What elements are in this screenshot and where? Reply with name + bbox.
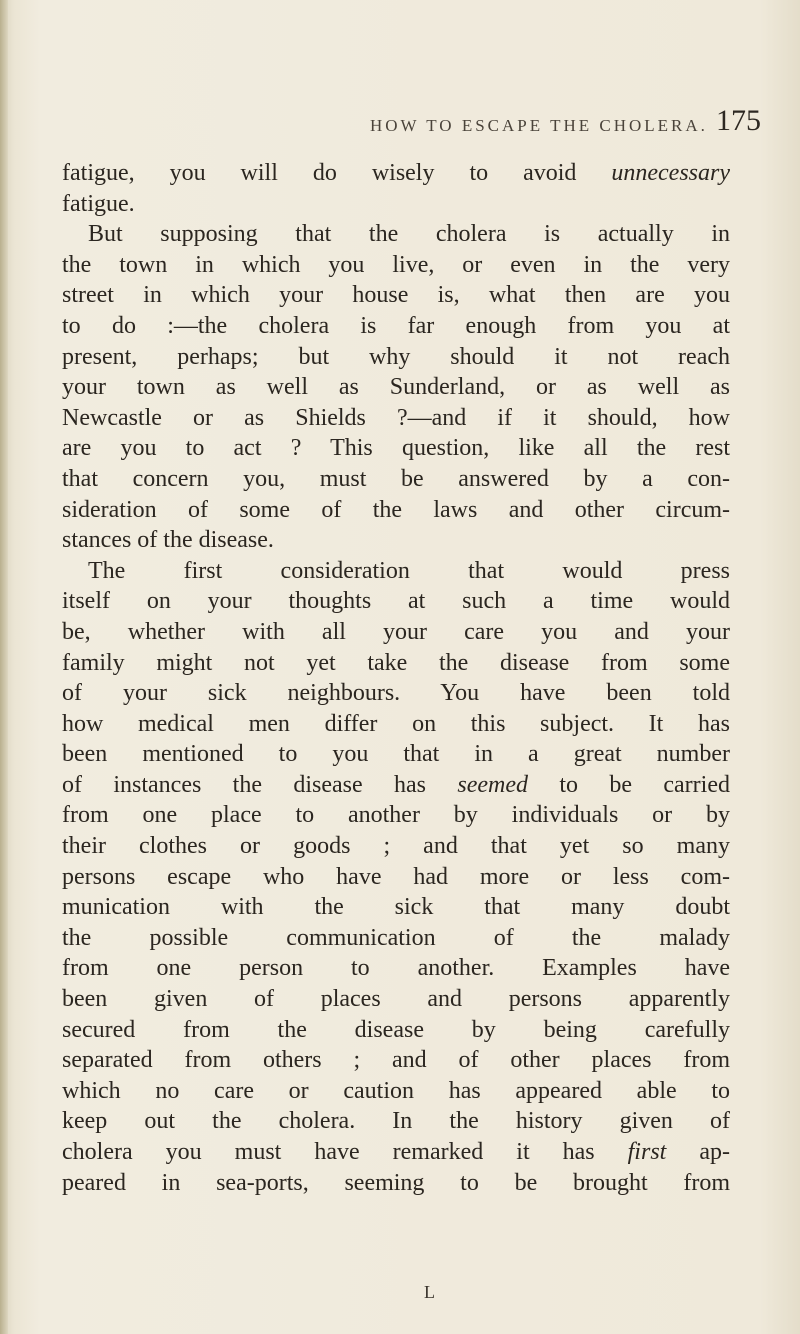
text-line: their clothes or goods ; and that yet so many [62, 833, 730, 860]
text-line: your town as well as Sunderland, or as well as [62, 374, 730, 401]
text-line: be, whether with all your care you and your [62, 618, 730, 645]
text-line: from one person to another. Examples have [62, 955, 730, 982]
text-line: street in which your house is, what then are you [62, 282, 730, 309]
text-line: keep out the cholera. In the history given of [62, 1108, 730, 1135]
text-line: peared in sea-ports, seeming to be brought from [62, 1169, 730, 1196]
text-line: munication with the sick that many doubt [62, 894, 730, 921]
text-line: family might not yet take the disease from some [62, 649, 730, 676]
text-line: been given of places and persons apparently [62, 986, 730, 1013]
text-line: the possible communication of the malady [62, 924, 730, 951]
text-line: fatigue, you will do wisely to avoid unnecessary [62, 160, 730, 186]
text-line: which no care or caution has appeared able to [62, 1077, 730, 1104]
text-line: the town in which you live, or even in the very [62, 251, 730, 278]
text-line: Newcastle or as Shields ?—and if it should, how [62, 404, 730, 431]
text-line: been mentioned to you that in a great number [62, 741, 730, 768]
emphasis: first [627, 1139, 667, 1165]
text-line: But supposing that the cholera is actually in [88, 221, 730, 248]
text-line: from one place to another by individuals or by [62, 802, 730, 829]
text-line: itself on your thoughts at such a time would [62, 588, 730, 615]
text-line: present, perhaps; but why should it not reach [62, 343, 730, 370]
text-line: to do :—the cholera is far enough from you at [62, 312, 730, 339]
text-line: fatigue. [62, 190, 135, 217]
text-line: of instances the disease has seemed to be carried [62, 771, 730, 798]
emphasis: seemed [457, 771, 528, 798]
page-gutter [0, 0, 8, 1334]
emphasis: unnecessary [611, 160, 730, 186]
text-line: of your sick neighbours. You have been told [62, 680, 730, 707]
body-text [62, 158, 730, 1198]
text-line: are you to act ? This question, like all the rest [62, 435, 730, 462]
text-line: how medical men differ on this subject. It has [62, 710, 730, 737]
signature-mark: L [424, 1282, 435, 1302]
text-line: that concern you, must be answered by a con- [62, 465, 730, 492]
running-head: HOW TO ESCAPE THE CHOLERA. [370, 116, 708, 135]
text-line: stances of the disease. [62, 527, 274, 554]
page-number: 175 [716, 104, 761, 137]
text-line: cholera you must have remarked it has first ap- [62, 1139, 730, 1165]
text-line: sideration of some of the laws and other circum- [62, 496, 730, 523]
text-line: secured from the disease by being carefully [62, 1016, 730, 1043]
text-line: The first consideration that would press [88, 557, 730, 584]
text-line: separated from others ; and of other places from [62, 1047, 730, 1074]
page-header [0, 98, 800, 148]
text-line: persons escape who have had more or less com- [62, 863, 730, 890]
